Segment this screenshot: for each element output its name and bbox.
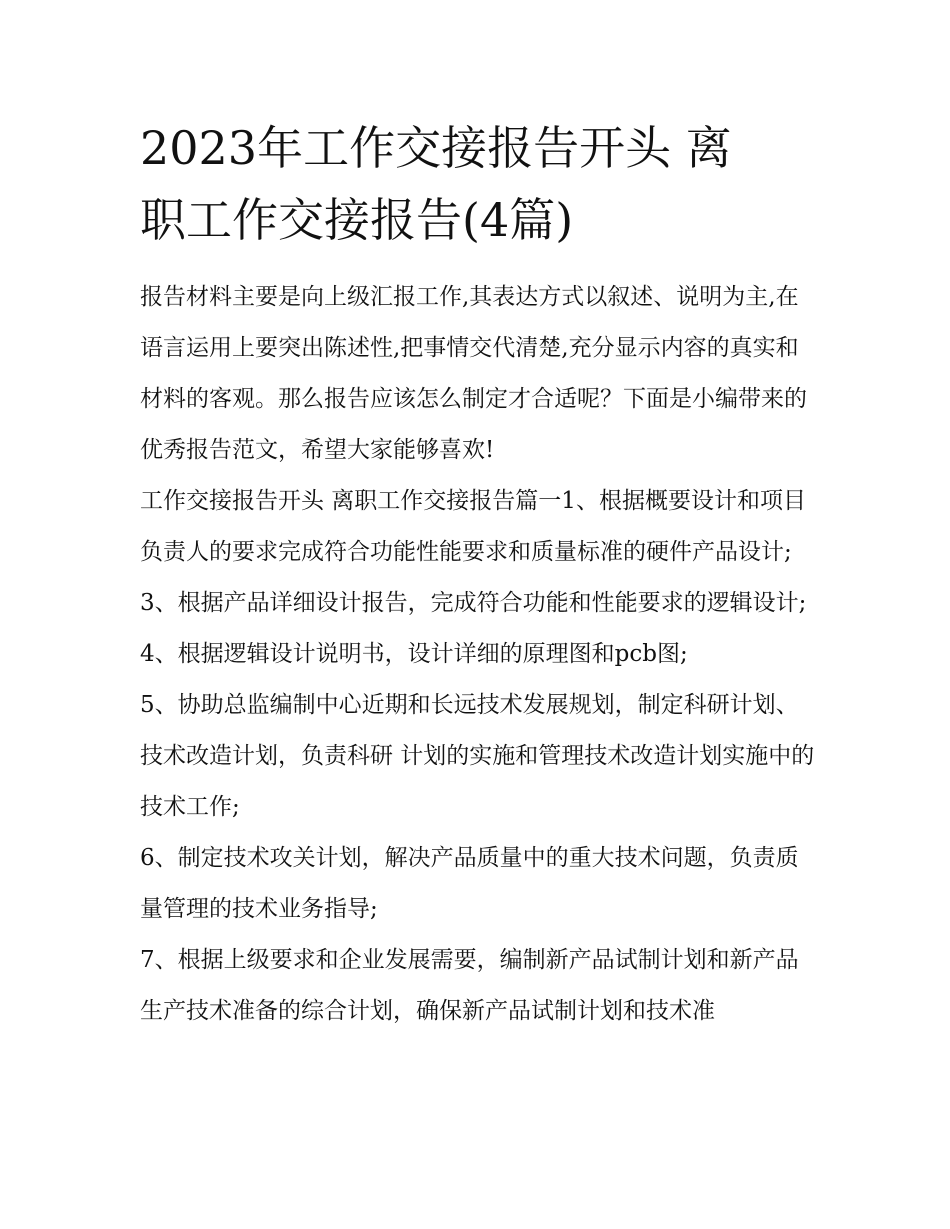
paragraph-item-3-4: 3、根据产品详细设计报告，完成符合功能和性能要求的逻辑设计; 4、根据逻辑设计说明书，设计详细的原理图和pcb图; <box>140 590 807 667</box>
paragraph-item-5: 5、协助总监编制中心近期和长远技术发展规划，制定科研计划、技术改造计划，负责科研 计划的实施和管理技术改造计划实施中的技术工作; <box>140 692 815 820</box>
document-title <box>140 112 820 256</box>
intro-paragraph: 报告材料主要是向上级汇报工作,其表达方式以叙述、说明为主,在语言运用上要突出陈述性,把事情交代清楚,充分显示内容的真实和材料的客观。那么报告应该怎么制定才合适呢？下面是小编带来的优秀报告范文，希望大家能够喜欢! <box>140 284 807 463</box>
paragraph-item-1: 工作交接报告开头 离职工作交接报告篇一1、根据概要设计和项目负责人的要求完成符合功能性能要求和质量标准的硬件产品设计; <box>140 488 806 565</box>
title-line-1: 2023年工作交接报告开头 离 <box>140 121 732 175</box>
document-page <box>140 112 820 1037</box>
paragraph-item-7: 7、根据上级要求和企业发展需要，编制新产品试制计划和新产品生产技术准备的综合计划，确保新产品试制计划和技术准 <box>140 947 799 1024</box>
paragraph-item-6: 6、制定技术攻关计划，解决产品质量中的重大技术问题，负责质量管理的技术业务指导; <box>140 845 799 922</box>
title-line-2: 职工作交接报告(4篇) <box>140 193 574 247</box>
